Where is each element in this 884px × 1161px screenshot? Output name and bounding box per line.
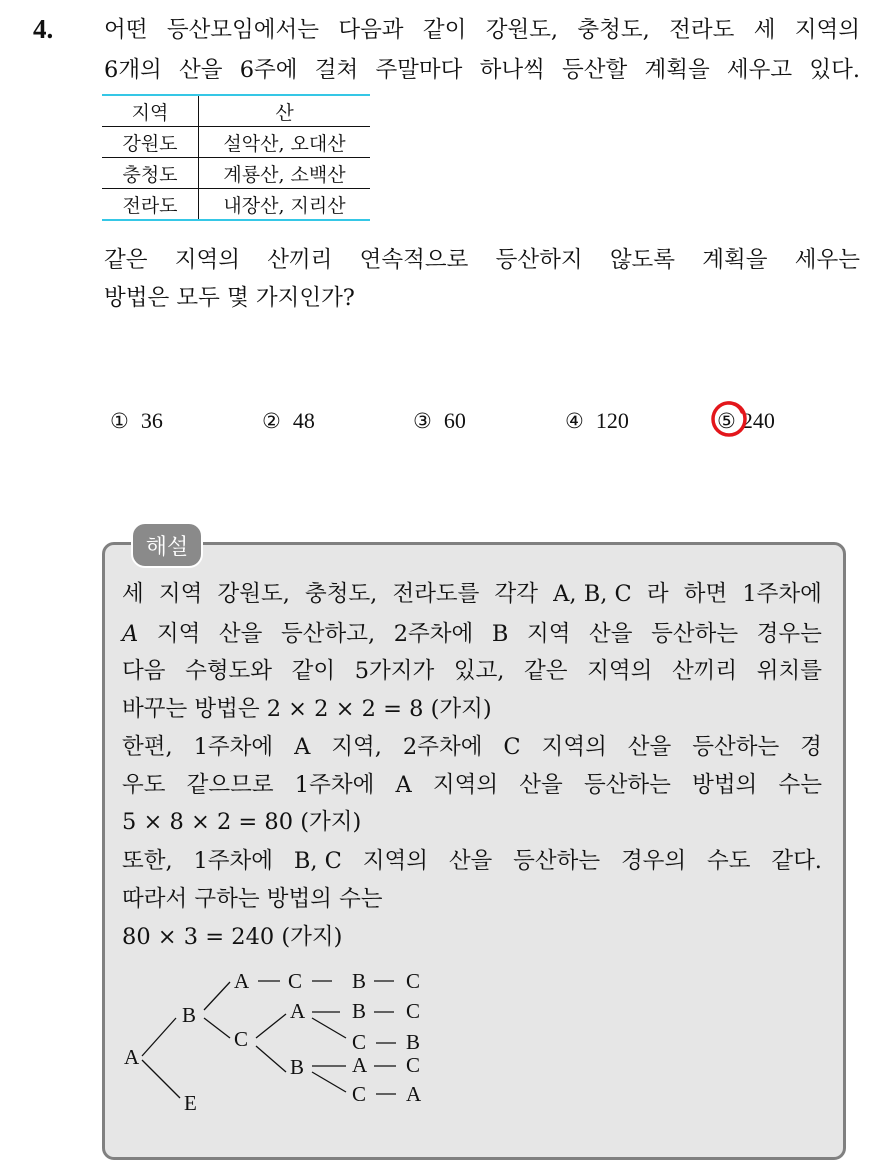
- tree-node: A: [234, 969, 250, 993]
- word: 지역의: [541, 734, 607, 760]
- word: 산을: [519, 772, 563, 798]
- solution-line: [122, 695, 822, 723]
- tree-node: C: [288, 969, 303, 993]
- word: 등산하고,: [281, 621, 376, 647]
- solution-tag: 해설: [131, 522, 203, 568]
- word: 전라도: [669, 17, 735, 43]
- word: 세우는: [794, 247, 860, 273]
- tree-node: C: [352, 1082, 367, 1106]
- solution-line: [122, 733, 822, 761]
- table-header-region: 지역: [102, 95, 199, 127]
- tree-node: E: [184, 1091, 197, 1115]
- word: 산끼리: [267, 247, 333, 273]
- table-row: [102, 158, 370, 189]
- solution-line: [122, 657, 822, 685]
- word: 있다.: [809, 57, 860, 83]
- word: 각각: [494, 581, 539, 607]
- choice-symbol: ④: [565, 409, 584, 433]
- word: 강원도,: [485, 17, 559, 43]
- tree-node: B: [406, 1030, 421, 1054]
- word: A: [122, 621, 139, 647]
- word: 지역: [156, 621, 201, 647]
- word: 한편,: [122, 734, 173, 760]
- word: 세우고: [726, 57, 793, 83]
- choice-2[interactable]: [262, 408, 315, 434]
- tree-node: B: [182, 1003, 197, 1027]
- word: 같은: [524, 658, 568, 684]
- tree-node: C: [406, 1053, 421, 1077]
- word: 수형도와: [185, 658, 273, 684]
- question-text-line-1: [104, 16, 860, 44]
- word: C: [503, 734, 521, 760]
- word: 6주에: [239, 57, 298, 83]
- word: 수는: [778, 772, 822, 798]
- word: 않도록: [609, 247, 676, 273]
- word: 등산하는: [692, 734, 780, 760]
- word: 경우는: [756, 621, 822, 647]
- tree-node: A: [352, 1053, 368, 1077]
- word: 산끼리: [671, 658, 738, 684]
- choice-3[interactable]: [413, 408, 466, 434]
- word: 다음: [122, 658, 166, 684]
- word: 있고,: [453, 658, 505, 684]
- word: 다음과: [338, 17, 404, 43]
- word: 등산하는: [513, 848, 601, 874]
- word: 1주차에: [294, 772, 375, 798]
- word: 지역의: [174, 247, 240, 273]
- word: 80 × 3 = 240 (가지): [122, 924, 343, 950]
- tree-node: C: [352, 1030, 367, 1054]
- choice-1[interactable]: [110, 408, 163, 434]
- choice-value: 60: [443, 408, 466, 433]
- solution-line: [122, 885, 822, 913]
- tree-node-root: A: [124, 1045, 140, 1069]
- word: A: [294, 734, 311, 760]
- word: 6개의: [104, 57, 162, 83]
- solution-line: [122, 580, 822, 608]
- word: 산을: [589, 621, 633, 647]
- word: 주말마다: [375, 57, 463, 83]
- word: 충청도,: [304, 581, 378, 607]
- tree-node: C: [406, 969, 421, 993]
- choice-value: 48: [292, 408, 315, 433]
- word: 라: [646, 581, 669, 607]
- word: 지역: [526, 621, 571, 647]
- word: 1주차에: [193, 848, 273, 874]
- word: 산을: [179, 57, 223, 83]
- word: 충청도,: [577, 17, 650, 43]
- word: 세: [122, 581, 144, 607]
- choice-symbol: ②: [262, 409, 281, 433]
- word: 산을: [627, 734, 672, 760]
- word: 같이: [291, 658, 336, 684]
- word: 수도: [707, 848, 751, 874]
- solution-line: [122, 771, 822, 799]
- word: 지역의: [587, 658, 653, 684]
- word: 등산하는: [583, 772, 671, 798]
- tree-node: B: [290, 1055, 305, 1079]
- table-cell-region: 전라도: [102, 189, 199, 221]
- word: B: [491, 621, 509, 647]
- answer-circle-mark-icon: [707, 397, 751, 441]
- word: 등산모임에서는: [166, 17, 319, 43]
- tree-node: B: [352, 999, 367, 1023]
- word: 바꾸는 방법은 2 × 2 × 2 = 8 (가지): [122, 696, 492, 722]
- choice-symbol: ③: [413, 409, 432, 433]
- word: 하면: [683, 581, 728, 607]
- word: 등산할: [562, 57, 628, 83]
- question-number: 4.: [33, 14, 54, 44]
- choice-symbol: ①: [110, 409, 129, 433]
- word: 세: [753, 17, 776, 43]
- word: 어떤: [104, 17, 148, 43]
- word: 지역의: [362, 848, 428, 874]
- table-cell-region: 강원도: [102, 127, 199, 158]
- table-row: [102, 127, 370, 158]
- word: 등산하지: [495, 247, 583, 273]
- word: 위치를: [756, 658, 822, 684]
- word: 지역,: [331, 734, 382, 760]
- word: 지역의: [794, 17, 860, 43]
- word: 같다.: [771, 848, 822, 874]
- word: 1주차에: [742, 581, 822, 607]
- word: 경우의: [620, 848, 687, 874]
- word: 1주차에: [193, 734, 274, 760]
- solution-line: [122, 620, 822, 648]
- word: 하나씩: [479, 57, 545, 83]
- word: 지역: [158, 581, 203, 607]
- word: 등산하는: [651, 621, 739, 647]
- word: A, B, C: [553, 581, 632, 607]
- word: A: [395, 772, 412, 798]
- word: 산을: [448, 848, 493, 874]
- word: 또한,: [122, 848, 173, 874]
- word: 강원도,: [217, 581, 290, 607]
- answer-choices: [0, 408, 884, 438]
- table-cell-mountains: 설악산, 오대산: [199, 127, 371, 158]
- word: 5 × 8 × 2 = 80 (가지): [122, 809, 362, 835]
- word: 방법의: [692, 772, 758, 798]
- word: 5가지가: [354, 658, 435, 684]
- word: 우도: [122, 772, 166, 798]
- word: 연속적으로: [359, 247, 469, 273]
- solution-line: [122, 808, 822, 836]
- question-text-line-2: [104, 56, 860, 84]
- word: 전라도를: [392, 581, 480, 607]
- table-cell-mountains: 내장산, 지리산: [199, 189, 371, 221]
- solution-line: [122, 923, 822, 951]
- solution-line: [122, 847, 822, 875]
- word: 산을: [218, 621, 263, 647]
- tree-node: A: [290, 999, 306, 1023]
- tree-node: A: [406, 1082, 422, 1106]
- word: 지역의: [432, 772, 499, 798]
- word: 따라서 구하는 방법의 수는: [122, 886, 383, 912]
- word: 2주차에: [393, 621, 474, 647]
- word: 같은: [104, 247, 148, 273]
- tree-node: B: [352, 969, 367, 993]
- table-header-mountain: 산: [275, 101, 294, 124]
- table-cell-region: 충청도: [102, 158, 199, 189]
- table-row: [102, 189, 370, 221]
- choice-value: 240: [741, 408, 775, 433]
- choice-symbol: ⑤: [717, 409, 736, 433]
- word: 계획을: [644, 57, 710, 83]
- choice-value: 120: [595, 408, 629, 433]
- word: 계획을: [702, 247, 768, 273]
- word: 같이: [422, 17, 467, 43]
- choice-4[interactable]: [565, 408, 629, 434]
- question-text-line-3: [104, 246, 860, 274]
- region-mountain-table: [102, 94, 370, 221]
- word: 2주차에: [402, 734, 483, 760]
- word: 경: [800, 734, 822, 760]
- word: 같으므로: [186, 772, 274, 798]
- word: B, C: [293, 848, 342, 874]
- tree-diagram: [118, 960, 448, 1120]
- table-cell-mountains: 계룡산, 소백산: [199, 158, 371, 189]
- word: 걸쳐: [314, 57, 359, 83]
- choice-value: 36: [140, 408, 163, 433]
- question-text-line-4: 방법은 모두 몇 가지인가?: [104, 285, 355, 311]
- tree-node: C: [234, 1027, 249, 1051]
- tree-node: C: [406, 999, 421, 1023]
